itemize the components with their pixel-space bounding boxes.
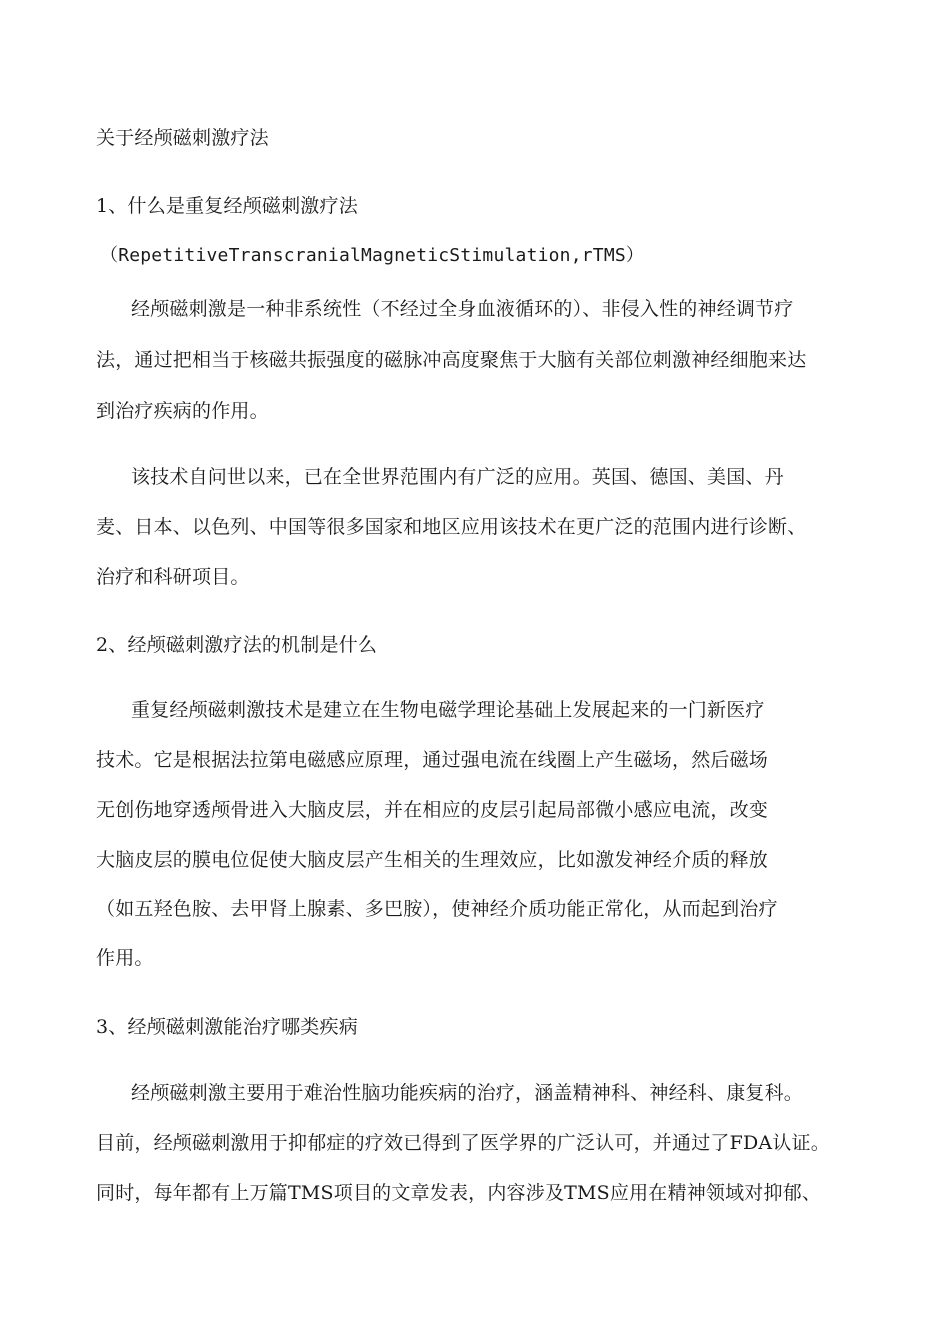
section-1-para-1-line-1: 经颅磁刺激是一种非系统性（不经过全身血液循环的）、非侵入性的神经调节疗: [131, 298, 794, 320]
section-2-heading: 2、经颅磁刺激疗法的机制是什么: [96, 634, 378, 656]
section-1-para-1-line-2: 法，通过把相当于核磁共振强度的磁脉冲高度聚焦于大脑有关部位刺激神经细胞来达: [96, 349, 807, 371]
section-3-para-1-line-2: 目前，经颅磁刺激用于抑郁症的疗效已得到了医学界的广泛认可，并通过了FDA认证。: [96, 1132, 830, 1154]
section-3-para-1-line-3: 同时，每年都有上万篇TMS项目的文章发表，内容涉及TMS应用在精神领域对抑郁、: [96, 1182, 822, 1204]
section-2-para-1-line-2: 技术。它是根据法拉第电磁感应原理，通过强电流在线圈上产生磁场，然后磁场: [96, 749, 769, 771]
section-3-heading: 3、经颅磁刺激能治疗哪类疾病: [96, 1016, 358, 1038]
section-1-para-1-line-3: 到治疗疾病的作用。: [96, 400, 269, 422]
section-3-para-1-line-1: 经颅磁刺激主要用于难治性脑功能疾病的治疗，涵盖精神科、神经科、康复科。: [131, 1082, 804, 1104]
section-2-para-1-line-6: 作用。: [96, 947, 154, 969]
section-1-para-2-line-1: 该技术自问世以来，已在全世界范围内有广泛的应用。英国、德国、美国、丹: [131, 466, 784, 488]
section-1-para-2-line-2: 麦、日本、以色列、中国等很多国家和地区应用该技术在更广泛的范围内进行诊断、: [96, 516, 807, 538]
section-2-para-1-line-3: 无创伤地穿透颅骨进入大脑皮层，并在相应的皮层引起局部微小感应电流，改变: [96, 799, 769, 821]
section-2-para-1-line-1: 重复经颅磁刺激技术是建立在生物电磁学理论基础上发展起来的一门新医疗: [131, 699, 765, 721]
section-1-heading: 1、什么是重复经颅磁刺激疗法: [96, 195, 358, 217]
section-2-para-1-line-5: （如五羟色胺、去甲肾上腺素、多巴胺），使神经介质功能正常化，从而起到治疗: [96, 898, 778, 920]
section-1-para-2-line-3: 治疗和科研项目。: [96, 566, 250, 588]
section-2-para-1-line-4: 大脑皮层的膜电位促使大脑皮层产生相关的生理效应，比如激发神经介质的释放: [96, 849, 769, 871]
document-title: 关于经颅磁刺激疗法: [96, 127, 269, 149]
section-1-subtitle: （RepetitiveTranscranialMagneticStimulation,rTMS）: [100, 245, 645, 266]
